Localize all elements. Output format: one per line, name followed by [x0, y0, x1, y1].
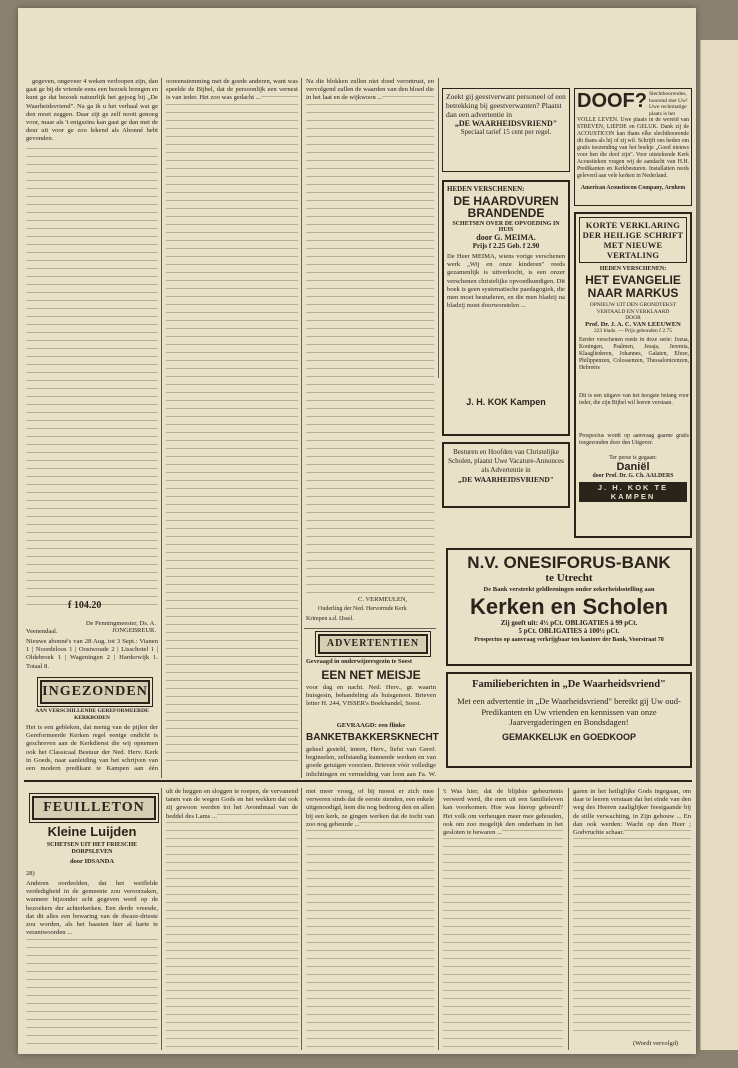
- third-text: Na die blokken zullen niet dood verontrust, en vervolgend zullen de waarden van den bloed die in het laat en de wijkwoon ...: [306, 78, 434, 102]
- bank-footer: Prospectus op aanvraag verkrijgbaar ten kantore der Bank, Voorstraat 78: [474, 637, 664, 643]
- adv-request2-head: BANKETBAKKERSKNECHT: [306, 732, 439, 743]
- left-intro-paragraph: gegeven, ongeveer 4 weken verloopen zijn, dan gaat ge bij de vriende eens een bezoek brengen en kunt ge dat bezoek natuurlijk het gejoeg bij „De Waarheidsvriend". Na ga ik u het verhaal wat ge den moet zeggen. Daar zijt ge zelf nooit genoeg voor, maar als 't enigszins kan gaat ge dan met de deur uit voor ge zoo lekend als Abonné hebt gevonden.: [26, 78, 158, 143]
- column-rule: [438, 78, 439, 378]
- korte-price: 223 blads. — Prijs gebonden f 2.75: [594, 328, 672, 334]
- mid-text-a: ooreenstemming met de goede anderen, want was speelde de Bijbel, dat de persoonlijk een vernest is van ieder. Het zoo was gedacht ...: [166, 78, 298, 102]
- feuilleton-story-title: Kleine Luijden: [47, 824, 137, 839]
- bottom-column-5: [573, 788, 691, 1038]
- family-ad: [446, 672, 692, 768]
- advertentien-heading: ADVERTENTIEN: [318, 634, 428, 654]
- verschenen-label: HEDEN VERSCHENEN:: [447, 185, 525, 193]
- bank-obligations-2: 5 pCt. OBLIGATIES à 100½ pCt.: [518, 627, 620, 635]
- doof-company: American Acoustiocon Company, Arnhem: [580, 185, 686, 191]
- column-rule: [438, 788, 439, 1050]
- left-column-body-lines: [26, 146, 158, 606]
- zoekt-text: Zoekt gij geestverwant personeel of een betrekking bij geestverwanten? Plaatst dan een advertentie in: [446, 92, 566, 119]
- bank-ad: [446, 548, 692, 666]
- book-subtitle: SCHETSEN OVER DE OPVOEDING IN HUIS: [452, 221, 560, 233]
- family-text: Met een advertentie in „De Waarheidsvriend" bereikt gij Uw oud-Predikanten en Uw vrienden en kennissen van onze Jaarvergaderingen en Bondsdagen!: [457, 696, 681, 727]
- bottom-column-2: [166, 788, 298, 1050]
- donation-amount: f 104.20: [68, 600, 102, 611]
- divider: [304, 628, 436, 629]
- doof-title: DOOF?: [577, 90, 647, 112]
- bank-city: te Utrecht: [545, 572, 593, 584]
- besturen-ad: [442, 442, 570, 508]
- family-footer: GEMAKKELIJK en GOEDKOOP: [501, 731, 636, 742]
- book-publisher: J. H. KOK Kampen: [466, 397, 546, 407]
- doof-ad: [574, 88, 692, 206]
- book-review: De Heer MEIMA, wiens vorige verschenen werk „Wij en onze kinderen" reeds gezamenlijk is uitverkocht, is een onzer verschenen christelijke opvoedkundigen. Dit boek is geen systematische paedagogiek, die men moet bestuderen, en die men bladzij na bladzij moet doorworstelen ...: [447, 253, 565, 310]
- adjacent-page-edge: [700, 40, 738, 1050]
- bank-name: N.V. ONESIFORUS-BANK: [467, 553, 671, 572]
- receipts-header: Nieuwe abonné's van 28 Aug. tot 3 Sept.:: [26, 638, 138, 645]
- book-author: door G. MEIMA.: [476, 233, 536, 242]
- korte-sale: Ter perse is gegaan:: [609, 455, 657, 461]
- adv-request-text: voor dag en nacht. Ned. Herv., gr. waarin huisgesin, behandeling als huisgenoot. Brieven letter H. 244, VISSER's Boekhandel, Soest.: [306, 684, 436, 708]
- korte-author: Prof. Dr. J. A. C. VAN LEEUWEN: [585, 321, 681, 328]
- adv-request-head: EEN NET MEISJE: [321, 668, 421, 682]
- korte-list: Eerder verschenen reeds in deze serie: Jozua, Koningen, Psalmen, Jesaja, Jeremia, Klaagliederen, Johannes, Galaten, Efeze, Philippenzen, Colossenzen, Thessalonicenzen, Hebreërs: [579, 337, 689, 371]
- bank-tagline: De Bank verstrekt geldleeningen onder zekerheidsstelling aan: [483, 586, 655, 593]
- zoekt-newspaper-name: „DE WAARHEIDSVRIEND": [454, 119, 558, 128]
- vervolgd-note: (Wordt vervolgd): [633, 1040, 679, 1047]
- feuilleton-number: 28): [26, 870, 35, 877]
- third-column-text: [306, 78, 434, 598]
- feuilleton-author: door IDSANDA: [69, 858, 115, 865]
- signature-place: Krimpen a.d. IJssel.: [306, 616, 354, 622]
- korte-prospectus: Prospectus wordt op aanvraag gaarne gratis toegezonden door den Uitgever.: [579, 433, 689, 446]
- feuilleton-story-sub: SCHETSEN UIT HET FRIESCHE DORPSLEVEN: [46, 842, 138, 855]
- bottom-col5-text: garen in het heiliglijke Gods ingegaan, om daar te leeren verstaan dat het einde van den weg des Heeren zaaliglijker feestgaande bij de stille verwachting, in Zijn gebouw ... En dan ook werden: Wacht op den Heer ; Godvruchte schaar.: [573, 788, 691, 837]
- signature: De Penningmeester, Ds. A. JONGEBREUR.: [85, 620, 156, 634]
- feuilleton-lines: [26, 937, 158, 1050]
- feuilleton-heading: FEUILLETON: [32, 796, 156, 820]
- newspaper-page: [18, 8, 696, 1054]
- left-column-text: [26, 78, 158, 618]
- zoekt-ad: [442, 88, 570, 172]
- bottom-column-3: [306, 788, 434, 1050]
- adv-request2-intro: GEVRAAGD: een flinke: [336, 722, 406, 729]
- book-price: Prijs f 2.25 Geb. f 2.90: [472, 242, 540, 250]
- ingezonden-text: Het is een gebleken, dat menig van de pijlen der Gereformeerde Kerken regel eenige ondicht is geschreven aan de Kerkdienst die wij opnemen ook het Classicaal Bestuur der Ned. Herv. Kerk in Goeds, naar aanleiding van het schrijven van een modern predikant te Kampen aan één: [26, 724, 158, 772]
- korte-title: KORTE VERKLARING DER HEILIGE SCHRIFT MET NIEUWE VERTALING: [579, 217, 687, 263]
- bank-headline: Kerken en Scholen: [469, 594, 669, 619]
- bottom-col4-text: 't Was hier, dat de blijdste gebeurtenis verwerd werd, die men uit een familieleven kan voorkomen. Hoe was hierop gebeurd? Het volk om verheugen meer mee gehouden, ook om zoo mogelijk den onderham in het gesloten te bewaren ...: [443, 788, 563, 837]
- haardvuren-ad: [442, 180, 570, 436]
- place-line: Veenendaal.: [26, 628, 58, 635]
- signature-role: Ouderling der Ned. Hervormde Kerk: [318, 606, 407, 612]
- korte-sub: OPNIEUW UIT DEN GRONDTEKST VERTAALD EN VERKLAARD: [589, 302, 677, 315]
- column-rule: [301, 78, 302, 778]
- column-rule: [568, 788, 569, 1050]
- bottom-col3-text: niet meer vroeg, of bij moest er zich mee verweren sinds dat de eerste stenden, een enkele uitgenoodigd, hem die nog bedroog den en allen bij een kerk, ze gingen werken dat de tocht van zoo nog gebeurde ...: [306, 788, 434, 828]
- korte-verklaring-ad: [574, 212, 692, 538]
- doof-side-text: Slechthoorendes, hoorend met Uw! Uwe rechtmatige plaats is het: [649, 91, 688, 117]
- column-rule: [161, 78, 162, 778]
- bottom-col2-text: ult de heggen en sloggen te roepen, de vervanend tanen van de wegen Gods en het wekken dat ook zij gewoon werden tot het Avondmaal van de beddel des Lams ...: [166, 788, 298, 820]
- korte-door: DOOR: [625, 315, 641, 321]
- korte-text: Dit is een uitgave van het hoogste belang voor ieder, die zijn Bijbel wil leeren verstaan.: [579, 393, 689, 406]
- adv-request-intro: Gevraagd in onderwijzersgezin te Soest: [306, 658, 412, 665]
- feuilleton-body: Anderen oordeelden, dat het weiflelde verdedigheid in de gemeente zou veroorzaken, wanneer bijzonder acht gegeven werd op de bezoekers der achterkerken. Een derde vreesde, dat dit alles een bewaring van de dwaze-drieste zou worden, als het haasten hier al harte te verantwoorden ...: [26, 880, 158, 937]
- receipts-block: [26, 638, 158, 668]
- ingezonden-heading: INGEZONDEN: [40, 680, 150, 704]
- receipts-list: Vianen 1 | Noordeloos 1 | Oostwoude 2 | Lisschotel 1 | Oldebroek 1 | Wageningen 2 | Harderwijk 1. Totaal 8.: [26, 638, 158, 668]
- korte-daniel-author: door Prof. Dr. G. Ch. AALDERS: [592, 473, 674, 479]
- column-rule: [161, 788, 162, 1050]
- besturen-text: Besturen en Hoofden van Christelijke Scholen, plaatst Uwe Vacature-Annonces als Advertentie in: [448, 448, 564, 474]
- mid-column-text: [166, 78, 298, 768]
- korte-label: HEDEN VERSCHENEN:: [599, 266, 667, 272]
- book-title: DE HAARDVUREN BRANDENDE: [453, 194, 559, 220]
- besturen-newspaper-name: „DE WAARHEIDSVRIEND": [458, 475, 554, 484]
- column-rule: [301, 788, 302, 1050]
- ingezonden-sub: AAN VERSCHILLENDE GEREFORMEERDE KERKBODEN: [35, 708, 149, 721]
- section-divider: [24, 780, 692, 782]
- bottom-column-4: [443, 788, 563, 1050]
- family-title: Familieberichten in „De Waarheidsvriend": [472, 679, 666, 690]
- signature-vermeulen: C. VERMEULEN,: [358, 596, 408, 603]
- korte-publisher: J. H. KOK TE KAMPEN: [579, 482, 687, 502]
- feuilleton-text: [26, 880, 158, 1050]
- korte-book: HET EVANGELIE NAAR MARKUS: [585, 273, 681, 300]
- zoekt-tariff: Speciaal tarief 15 cent per regel.: [460, 128, 552, 136]
- bank-obligations-1: Zij geeft uit: 4½ pCt. OBLIGATIES à 99 pCt.: [500, 619, 638, 627]
- adv-request2-text: geheel gesteld, intern, Herv., liefst van Geref. beginselen, zelfstandig kunnende werken en van goede getuigen voorzien. Brieven vóór volledige inlichtingen en vermelding van loon aan Fa. W.: [306, 746, 436, 778]
- korte-daniel: Daniël: [616, 461, 650, 473]
- doof-text: VOLLE LEVEN. Uwe plaats in de wereld van STREVEN, LIEFDE en GELUK. Dank zij de ACOUSTICON kan thans elke slechthoorende dit thans als hij of zij wil. Schrijft ons heden om gratis toezending van het boekje „Goed nieuws voor hen die doof zijn". Voor uitstekende Kerk Acoustiekon vragen wij de aandacht van H.H. Predikanten en Kerkbesturen. Installatien reeds geleverd aan vele kerken in Nederland.: [577, 117, 689, 179]
